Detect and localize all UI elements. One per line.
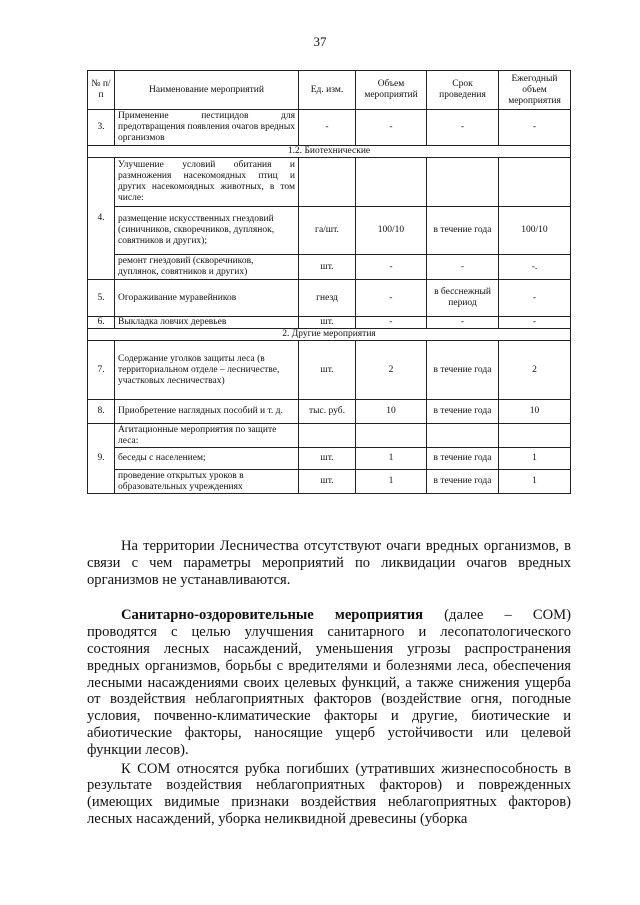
row-volume: 10 xyxy=(356,400,427,424)
row-term: в течение года xyxy=(427,448,499,470)
header-unit: Ед. изм. xyxy=(299,71,356,110)
table-row xyxy=(88,424,571,448)
row-name: Улучшение условий обитания и размножения насекомоядных птиц и других насекомоядных животных, в том числе: xyxy=(115,158,299,207)
row-term: в течение года xyxy=(427,470,499,494)
section-row xyxy=(88,329,571,341)
row-volume: 100/10 xyxy=(356,207,427,255)
row-name: беседы с населением; xyxy=(115,448,299,470)
header-volume: Объем мероприятий xyxy=(356,71,427,110)
table-row xyxy=(88,341,571,400)
row-num: 4. xyxy=(88,158,115,280)
row-unit: шт. xyxy=(299,341,356,400)
som-term: Санитарно-оздоровительные мероприятия xyxy=(121,607,424,624)
row-term: в бесснежный период xyxy=(427,280,499,317)
header-annual: Ежегодный объем мероприятия xyxy=(499,71,571,110)
measures-table xyxy=(87,70,571,494)
row-annual: - xyxy=(499,317,571,329)
page-number: 37 xyxy=(313,34,327,49)
row-name: Выкладка ловчих деревьев xyxy=(115,317,299,329)
table-row xyxy=(88,448,571,470)
row-annual: - xyxy=(499,280,571,317)
row-volume: - xyxy=(356,280,427,317)
row-volume: - xyxy=(356,255,427,280)
table-row xyxy=(88,317,571,329)
row-name: Приобретение наглядных пособий и т. д. xyxy=(115,400,299,424)
row-volume: - xyxy=(356,110,427,146)
body-text xyxy=(87,538,571,828)
row-unit: шт. xyxy=(299,448,356,470)
table-row xyxy=(88,400,571,424)
row-volume: 1 xyxy=(356,448,427,470)
table-row xyxy=(88,207,571,255)
row-unit: тыс. руб. xyxy=(299,400,356,424)
row-volume: 1 xyxy=(356,470,427,494)
row-name: Применение пестицидов для предотвращения появления очагов вредных организмов xyxy=(115,110,299,146)
section-title: 2. Другие мероприятия xyxy=(88,329,571,341)
row-name: ремонт гнездовий (скворечников, дуплянок, совятников и других) xyxy=(115,255,299,280)
table-header-row xyxy=(88,71,571,110)
table-row xyxy=(88,110,571,146)
paragraph-som-types: К СОМ относятся рубка погибших (утративших жизнеспособность в результате воздействия неблагоприятных факторов) и поврежденных (имеющих видимые признаки воздействия неблагоприятных факторов) лесных насаждений, уборка неликвидной древесины (уборка xyxy=(87,760,571,827)
row-num: 3. xyxy=(88,110,115,146)
row-unit: гнезд xyxy=(299,280,356,317)
row-num: 7. xyxy=(88,341,115,400)
row-name: Содержание уголков защиты леса (в территориальном отделе – лесничестве, участковых лесничествах) xyxy=(115,341,299,400)
row-annual: 10 xyxy=(499,400,571,424)
row-annual: - xyxy=(499,110,571,146)
header-num: № п/п xyxy=(88,71,115,110)
header-name: Наименование мероприятий xyxy=(115,71,299,110)
row-num: 9. xyxy=(88,424,115,494)
table-row xyxy=(88,280,571,317)
row-num: 5. xyxy=(88,280,115,317)
row-term: в течение года xyxy=(427,207,499,255)
table-row xyxy=(88,470,571,494)
row-annual: 1 xyxy=(499,448,571,470)
row-unit: - xyxy=(299,110,356,146)
row-name: Агитационные мероприятия по защите леса: xyxy=(115,424,299,448)
table-row xyxy=(88,255,571,280)
row-term: - xyxy=(427,317,499,329)
row-name: Огораживание муравейников xyxy=(115,280,299,317)
header-term: Срок проведения xyxy=(427,71,499,110)
row-volume: - xyxy=(356,317,427,329)
row-term: в течение года xyxy=(427,341,499,400)
row-annual: 100/10 xyxy=(499,207,571,255)
row-annual: 2 xyxy=(499,341,571,400)
section-title: 1.2. Биотехнические xyxy=(88,146,571,158)
row-name: размещение искусственных гнездовий (синичников, скворечников, дуплянок, совятников и других); xyxy=(115,207,299,255)
row-num: 6. xyxy=(88,317,115,329)
row-annual: -. xyxy=(499,255,571,280)
row-term: - xyxy=(427,110,499,146)
row-num: 8. xyxy=(88,400,115,424)
paragraph-pests: На территории Лесничества отсутствуют очаги вредных организмов, в связи с чем параметры мероприятий по ликвидации очагов вредных организмов не устанавливаются. xyxy=(87,538,571,588)
row-unit: шт. xyxy=(299,470,356,494)
paragraph-som xyxy=(87,607,571,758)
section-row xyxy=(88,146,571,158)
row-unit: шт. xyxy=(299,255,356,280)
row-unit: шт. xyxy=(299,317,356,329)
som-definition: (далее – СОМ) проводятся с целью улучшения санитарного и лесопатологического состояния лесных насаждений, уменьшения угрозы распространения вредных организмов, борьбы с вредителями и болезнями леса, обеспечения лесными насаждениями своих целевых функций, а также снижения ущерба от воздействия неблагоприятных факторов (воздействие огня, погодные условия, почвенно-климатические факторы и другие, биотические и абиотические факторы, наносящие ущерб устойчивости или целевой функции лесов). xyxy=(87,607,571,758)
row-term: в течение года xyxy=(427,400,499,424)
row-annual: 1 xyxy=(499,470,571,494)
row-name: проведение открытых уроков в образовательных учреждениях xyxy=(115,470,299,494)
table-row xyxy=(88,158,571,207)
row-unit: га/шт. xyxy=(299,207,356,255)
row-volume: 2 xyxy=(356,341,427,400)
row-term: - xyxy=(427,255,499,280)
